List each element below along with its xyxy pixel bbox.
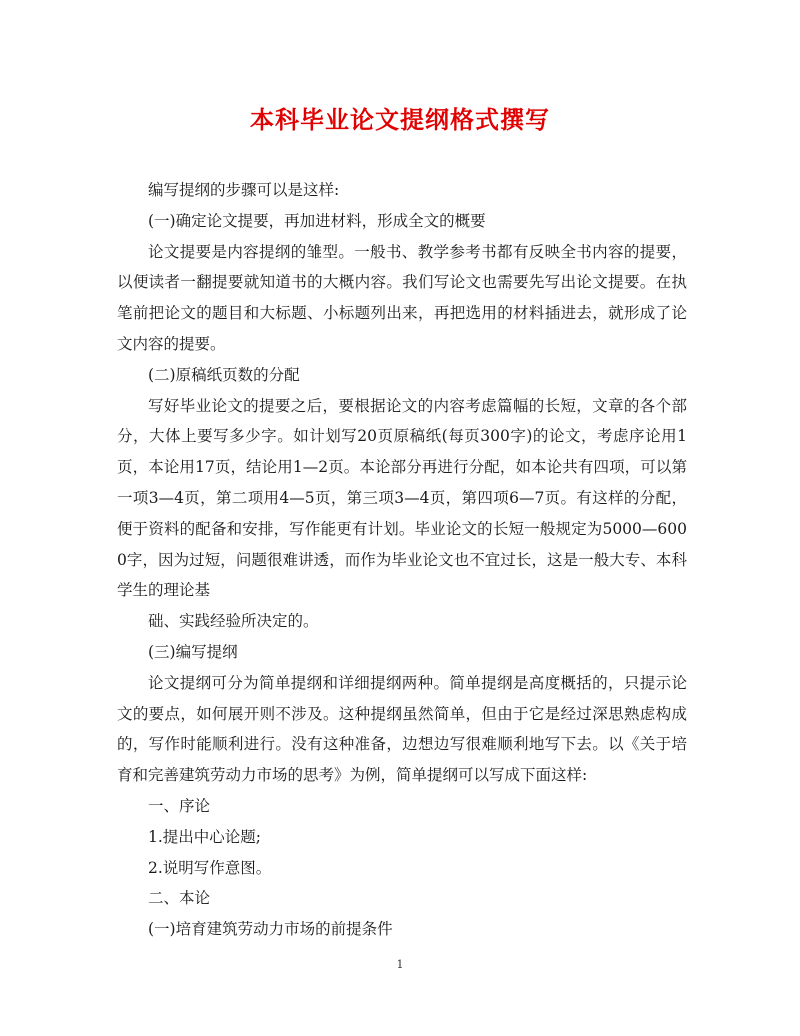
document-body [117,175,687,945]
page-title: 本科毕业论文提纲格式撰写 [250,105,550,134]
paragraph: 论文提要是内容提纲的雏型。一般书、教学参考书都有反映全书内容的提要，以便读者一翻提要就知道书的大概内容。我们写论文也需要先写出论文提要。在执笔前把论文的题目和大标题、小标题列出来，再把选用的材料插进去，就形成了论文内容的提要。 [117,242,687,353]
outline-item: 1.提出中心论题; [148,827,262,846]
section-heading: (三)编写提纲 [148,642,238,661]
paragraph: 础、实践经验所决定的。 [148,612,319,631]
outline-item: 一、序论 [148,796,211,815]
page-number: 1 [396,958,404,971]
section-heading: (一)确定论文提要，再加进材料，形成全文的概要 [148,211,486,230]
paragraph: 论文提纲可分为简单提纲和详细提纲两种。简单提纲是高度概括的，只提示论文的要点，如何展开则不涉及。这种提纲虽然简单，但由于它是经过深思熟虑构成的，写作时能顺利进行。没有这种准备，边想边写很难顺利地写下去。以《关于培育和完善建筑劳动力市场的思考》为例，简单提纲可以写成下面这样: [117,673,687,785]
outline-item: 2.说明写作意图。 [148,858,272,877]
outline-item: (一)培育建筑劳动力市场的前提条件 [148,920,393,939]
paragraph: 写好毕业论文的提要之后，要根据论文的内容考虑篇幅的长短，文章的各个部分，大体上要写多少字。如计划写20页原稿纸(每页300字)的论文，考虑序论用1页，本论用17页，结论用1—2页。本论部分再进行分配，如本论共有四项，可以第一项3—4页，第二项用4—5页，第三项3—4页，第四项6—7页。有这样的分配，便于资料的配备和安排，写作能更有计划。毕业论文的长短一般规定为5000—6000字，因为过短，问题很难讲透，而作为毕业论文也不宜过长，这是一般大专、本科学生的理论基 [117,396,687,600]
outline-item: 二、本论 [148,889,211,908]
paragraph: 编写提纲的步骤可以是这样: [148,181,340,199]
section-heading: (二)原稿纸页数的分配 [148,365,300,384]
